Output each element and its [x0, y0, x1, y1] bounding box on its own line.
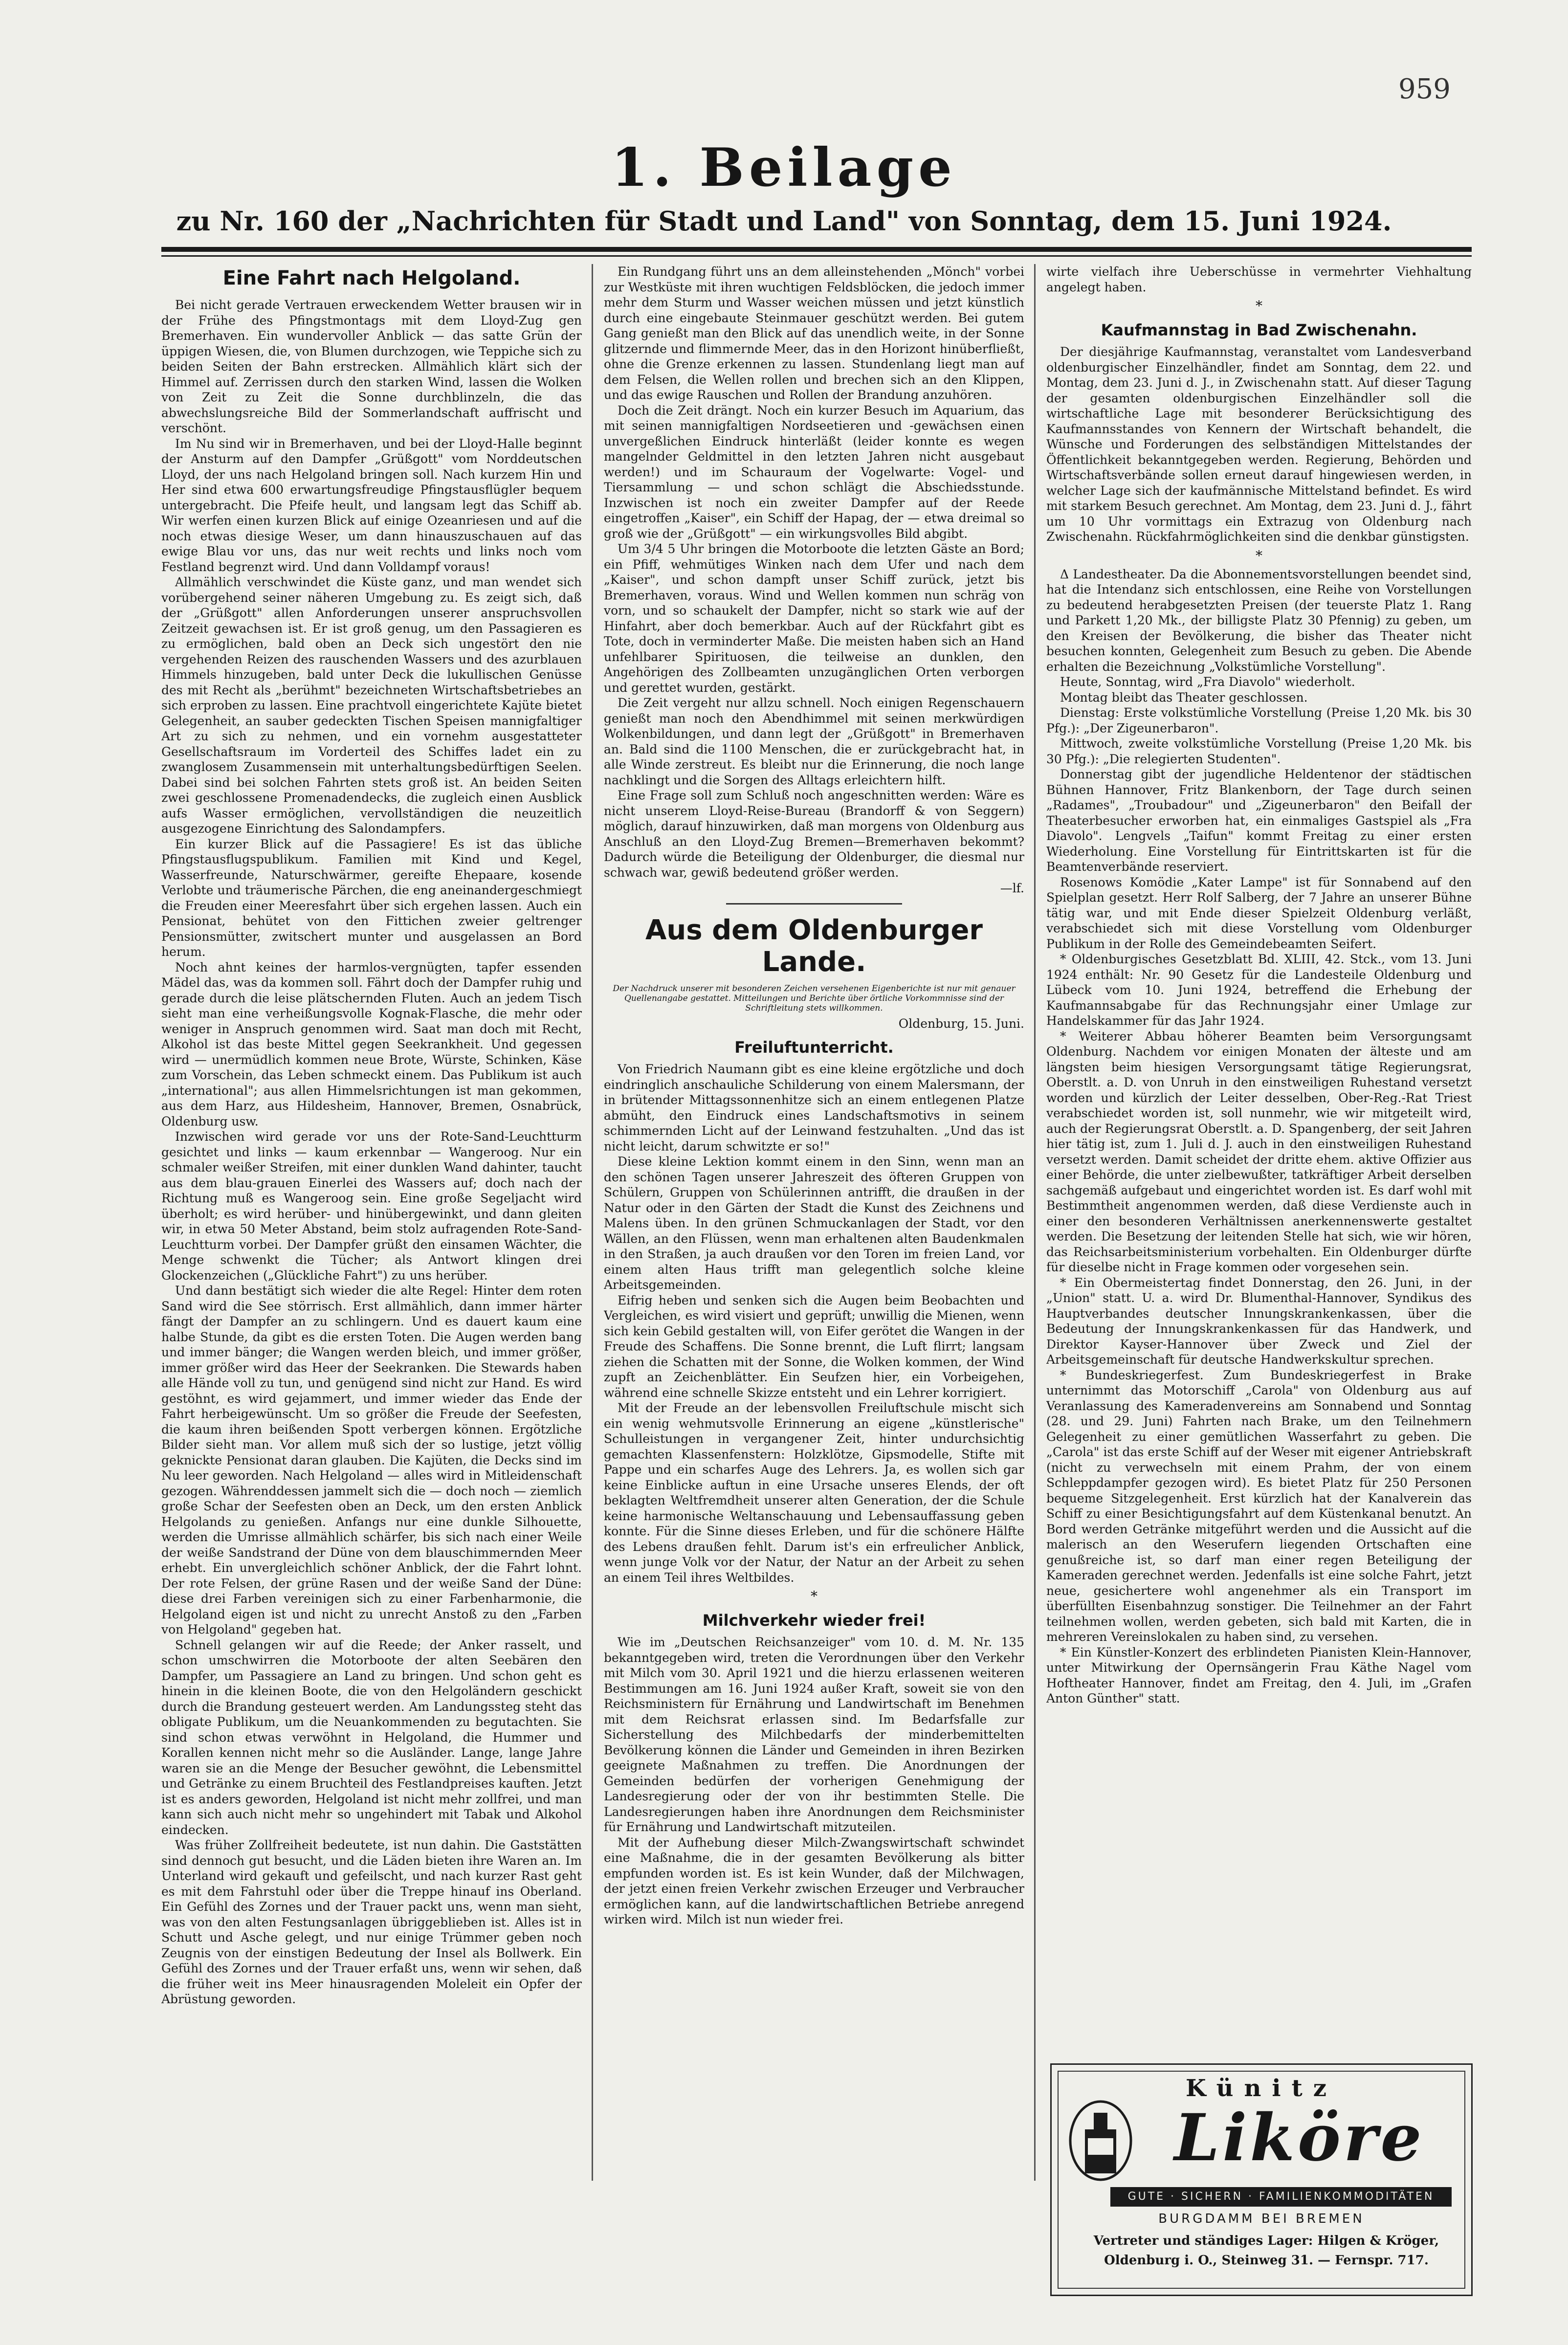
- paragraph: Doch die Zeit drängt. Noch ein kurzer Besuch im Aquarium, das mit seinen mannigfaltigen Nordseetieren und -gewächsen einen unvergeßlichen Eindruck hinterläßt (leider konnte es wegen mangelnder Geldmittel in den letzten Jahren nicht ausgebaut werden!) und im Schauraum der Vogelwarte: Vogel- und Tiersammlung — und schon schlägt die Abschiedsstunde. Inzwischen ist noch ein zweiter Dampfer auf der Reede eingetroffen „Kaiser", ein Schiff der Hapag, der — etwa dreimal so groß wie der „Grüßgott" — ein wirkungsvolles Bild abgibt.: [604, 403, 1024, 541]
- ad-place: BURGDAMM BEI BREMEN: [1158, 2212, 1365, 2226]
- separator-star-icon: *: [1256, 547, 1262, 564]
- paragraph: Montag bleibt das Theater geschlossen.: [1060, 690, 1308, 705]
- separator-star-icon: *: [811, 1588, 817, 1604]
- paragraph: Eine Frage soll zum Schluß noch angeschnitten werden: Wäre es nicht unserem Lloyd-Reise-Bureau (Brandorff & von Seggern) möglich, darauf hinzuwirken, daß man morgens von Oldenburg aus Anschluß an den Lloyd-Zug Bremen—Bremerhaven bekommt? Dadurch würde die Beteiligung der Oldenburger, die diesmal nur schwach war, gewiß bedeutend größer werden.: [604, 788, 1024, 880]
- paragraph: Bei nicht gerade Vertrauen erweckendem Wetter brausen wir in der Frühe des Pfingstmontags mit dem Lloyd-Zug gen Bremerhaven. Ein wundervoller Anblick — das satte Grün der üppigen Wiesen, die, von Blumen durchzogen, wie Teppiche sich zu beiden Seiten der Bahn erstrecken. Allmählich klärt sich der Himmel auf. Zerrissen durch den starken Wind, lassen die Wolken von Zeit zu Zeit die Sonne durchblinzeln, die das abwechslungsreiche Bild der Sommerlandschaft auffrischt und verschönt.: [161, 298, 582, 435]
- paragraph: Von Friedrich Naumann gibt es eine kleine ergötzliche und doch eindringlich anschauliche Schilderung von einem Malersmann, der in brütender Mittagssonnenhitze sich an einem entlegenen Platze abmüht, den Eindruck eines Landschaftsmotivs in seinem schimmernden Licht auf der Leinwand festzuhalten. „Und das ist nicht leicht, darum schwitzte er so!": [604, 1062, 1024, 1153]
- paragraph: Δ Landestheater. Da die Abonnementsvorstellungen beendet sind, hat die Intendanz sich entschlossen, eine Reihe von Vorstellungen zu bedeutend herabgesetzten Preisen (der teuerste Platz 1. Rang und Parkett 1,20 Mk., der billigste Platz 30 Pfennig) zu geben, um den Kreisen der Bevölkerung, die bisher das Theater nicht besuchen konnten, Gelegenheit zum Besuch zu geben. Die Abende erhalten die Bezeichnung „Volkstümliche Vorstellung".: [1046, 567, 1472, 674]
- paragraph: Und dann bestätigt sich wieder die alte Regel: Hinter dem roten Sand wird die See störrisch. Erst allmählich, dann immer härter fängt der Dampfer an zu schlingern. Und es dauert kaum eine halbe Stunde, da gibt es die ersten Toten. Die Augen werden bang und immer bänger; die Wangen werden bleich, und immer größer, immer größer wird das Heer der Seekranken. Die Stewards haben alle Hände voll zu tun, und genügend sind nicht zur Hand. Es wird gestöhnt, es wird gejammert, und immer wieder das Ende der Fahrt herbeigewünscht. Um so größer die Freude der Seefesten, die kaum ihren beißenden Spott verbergen können. Ergötzliche Bilder sieht man. Vor allem muß sich der so lustige, jetzt völlig geknickte Pensionat daran glauben. Die Kajüten, die Decks sind im Nu leer geworden. Nach Helgoland — alles wird in Mitleidenschaft gezogen. Währenddessen jammelt sich die — doch noch — ziemlich große Schar der Seefesten oben an Deck, um den ersten Anblick Helgolands zu genießen. Anfangs nur eine dunkle Silhouette, werden die Umrisse allmählich schärfer, bis sich nach einer Weile der weiße Sandstrand der Düne von dem blauschimmernden Meer erhebt. Ein unvergleichlich schöner Anblick, der die Fahrt lohnt. Der rote Felsen, der grüne Rasen und der weiße Sand der Düne: diese drei Farben vereinigen sich zu einer Farbenharmonie, die Helgoland eigen ist und nicht zu unrecht Anstoß zu den „Farben von Helgoland" gegeben hat.: [161, 1283, 582, 1637]
- header-rule-thin: [161, 255, 1472, 257]
- paragraph: Was früher Zollfreiheit bedeutete, ist nun dahin. Die Gaststätten sind dennoch gut besucht, und die Läden bieten ihre Waren an. Im Unterland wird gekauft und gefeilscht, und nach kurzer Rast geht es mit dem Fahrstuhl oder über die Treppe hinauf ins Oberland. Ein Gefühl des Zornes und der Trauer packt uns, wenn man sieht, was von den alten Festungsanlagen übriggeblieben ist. Alles ist in Schutt und Asche gelegt, und nur einige Trümmer geben noch Zeugnis von der einstigen Bedeutung der Insel als Bollwerk. Ein Gefühl des Zornes und der Trauer erfaßt uns, wenn wir sehen, daß die früher weit ins Meer hinausragenden Moleleit ein Opfer der Abrüstung geworden.: [161, 1838, 582, 2006]
- article-heading-helgoland: Eine Fahrt nach Helgoland.: [222, 267, 521, 289]
- reprint-notice: Der Nachdruck unserer mit besonderen Zeichen versehenen Eigenberichte ist nur mit genauer Quellenangabe gestattet. Mitteilungen und Berichte über örtliche Vorkommnisse sind der Schriftleitung stets willkommen.: [613, 984, 1016, 1013]
- distillery-logo-icon: [1066, 2099, 1135, 2185]
- section-separator: [726, 903, 902, 905]
- paragraph: Dienstag: Erste volkstümliche Vorstellung (Preise 1,20 Mk. bis 30 Pfg.): „Der Zigeunerbaron".: [1046, 706, 1472, 735]
- paragraph: Schnell gelangen wir auf die Reede; der Anker rasselt, und schon umschwirren die Motorboote der alten Seebären den Dampfer, um Passagiere an Land zu bringen. Und schon geht es hinein in die kleinen Boote, die von den Helgoländern geschickt durch die Brandung gesteuert werden. Am Landungssteg steht das obligate Publikum, um die Neuankommenden zu begutachten. Sie sind schon etwas verwöhnt in Helgoland, die Hummer und Korallen kennen nicht mehr so die Ausländer. Lange, lange Jahre waren sie an die Menge der Besucher gewöhnt, die Lebensmittel und Getränke zu einem Bruchteil des Festlandpreises kauften. Jetzt ist es anders geworden, Helgoland ist nicht mehr zollfrei, und man kann sich auch nicht mehr so ungehindert mit Tabak und Alkohol eindecken.: [161, 1637, 582, 1837]
- paragraph: * Oldenburgisches Gesetzblatt Bd. XLIII, 42. Stck., vom 13. Juni 1924 enthält: Nr. 90 Gesetz für die Landesteile Oldenburg und Lübeck vom 10. Juni 1924, betreffend die Erhebung der Kaufmannsabgabe für das Rechnungsjahr einer Umlage zur Handelskammer für das Jahr 1924.: [1046, 952, 1472, 1028]
- section-heading-oldenburg: Aus dem Oldenburger Lande.: [645, 914, 983, 978]
- ad-slogan-band: GUTE · SICHERN · FAMILIENKOMMODITÄTEN: [1110, 2187, 1452, 2207]
- paragraph: Allmählich verschwindet die Küste ganz, und man wendet sich vorübergehend seiner näheren Umgebung zu. Es zeigt sich, daß der „Grüßgott" allen Anforderungen unserer anspruchsvollen Zeitzeit gewachsen ist. Er ist groß genug, um den Passagieren es zu ermöglichen, bald oben an Deck sich ungestört den nie vergehenden Reizen des rauschenden Wassers und des azurblauen Himmels hinzugeben, bald unter Deck die lukullischen Genüsse des mit Recht als „berühmt" bezeichneten Wirtschaftsbetriebes an sich erproben zu lassen. Eine prachtvoll eingerichtete Kajüte bietet Gelegenheit, an sauber gedeckten Tischen Speisen mannigfaltiger Art zu sich zu nehmen, und ein vornehm ausgestatteter Gesellschaftsraum im Vorderteil des Schiffes ladet ein zu zwanglosem Zusammensein mit unterhaltungsbedürftigen Seelen. Dabei sind bei solchen Fahrten stets groß ist. An beiden Seiten zwei geschlossene Promenadendecks, die zugleich einen Ausblick aufs Wasser ermöglichen, vervollständigen die neuzeitlich ausgezogene Einrichtung des Salondampfers.: [161, 575, 582, 836]
- ad-address: Oldenburg i. O., Steinweg 31. — Fernspr. 717.: [1104, 2253, 1429, 2268]
- paragraph: Ein kurzer Blick auf die Passagiere! Es ist das übliche Pfingstausflugspublikum. Familien mit Kind und Kegel, Wasserfreunde, Naturschwärmer, gereifte Ehepaare, kosende Verlobte und träumerische Pärchen, die eng aneinandergeschmiegt die Freuden einer Meeresfahrt über sich ergehen lassen. Auch ein Pensionat, behütet von den Fittichen zweier geltrenger Pensionsmütter, zwitschert munter und ausgelassen an Bord herum.: [161, 837, 582, 959]
- paragraph: Diese kleine Lektion kommt einem in den Sinn, wenn man an den schönen Tagen unserer Jahreszeit des öfteren Gruppen von Schülern, Gruppen von Schülerinnen antrifft, die draußen in der Natur oder in den Gärten der Stadt die Kunst des Zeichnens und Malens üben. In den grünen Schmuckanlagen der Stadt, vor den Wällen, an den Flüssen, wenn man erhaltenen alten Baudenkmalen in den Straßen, ja auch draußen vor den Toren im freien Land, vor einem alten Haus trifft man gelegentlich solche kleine Arbeitsgemeinden.: [604, 1154, 1024, 1292]
- dateline: Oldenburg, 15. Juni.: [898, 1017, 1024, 1031]
- paragraph: Im Nu sind wir in Bremerhaven, und bei der Lloyd-Halle beginnt der Ansturm auf den Dampfer „Grüßgott" vom Norddeutschen Lloyd, der uns nach Helgoland bringen soll. Nach kurzem Hin und Her sind etwa 600 erwartungsfreudige Pfingstausflügler bequem untergebracht. Die Pfeife heult, und langsam legt das Schiff ab. Wir werfen einen kurzen Blick auf einige Ozeanriesen und auf die noch etwas diesige Weser, um dann hinauszuschauen auf das ewige Blau vor uns, das nur weit rechts und links noch vom Festland begrenzt wird. Und dann Volldampf voraus!: [161, 436, 582, 574]
- paragraph: Mittwoch, zweite volkstümliche Vorstellung (Preise 1,20 Mk. bis 30 Pfg.): „Die relegierten Studenten".: [1046, 736, 1472, 766]
- column-2: [604, 264, 1024, 2190]
- paragraph: Eifrig heben und senken sich die Augen beim Beobachten und Vergleichen, es wird visiert und geprüft; unwillig die Mienen, wenn sich kein Gebild gestalten will, von Eifer gerötet die Wangen in der Freude des Schaffens. Die Sonne brennt, die Luft flirrt; langsam ziehen die Schatten mit der Sonne, die Wolken kommen, der Wind zupft an Zeichenblätter. Ein Seufzen hier, ein Vorbeigehen, während eine schnelle Skizze entsteht und ein Lehrer korrigiert.: [604, 1293, 1024, 1400]
- article-heading-milch: Milchverkehr wieder frei!: [702, 1611, 926, 1630]
- page-number: 959: [1398, 73, 1451, 105]
- paragraph: Noch ahnt keines der harmlos-vergnügten, tapfer essenden Mädel das, was da kommen soll. Fährt doch der Dampfer ruhig und gerade durch die leise plätschernden Fluten. Auch an jedem Tisch sieht man eine verheißungsvolle Kognak-Flasche, die mehr oder weniger in Anspruch genommen wird. Saat man doch mit Recht, Alkohol ist das beste Mittel gegen Seekrankheit. Und gegessen wird — unermüdlich kommen neue Brote, Würste, Schinken, Käse zum Vorschein, das Leben schmeckt einem. Das Publikum ist auch „international"; aus allen Himmelsrichtungen ist man gekommen, aus dem Harz, aus Hildesheim, Hannover, Bremen, Osnabrück, Oldenburg usw.: [161, 960, 582, 1128]
- ad-vertreter: Vertreter und ständiges Lager: Hilgen & Kröger,: [1093, 2234, 1439, 2248]
- column-divider-1: [592, 264, 593, 2181]
- separator-star-icon: *: [1256, 298, 1262, 314]
- paragraph: * Ein Künstler-Konzert des erblindeten Pianisten Klein-Hannover, unter Mitwirkung der Opernsängerin Frau Käthe Nagel vom Hoftheater Hannover, findet am Freitag, den 4. Juli, im „Grafen Anton Günther" statt.: [1046, 1645, 1472, 1705]
- paragraph: Rosenows Komödie „Kater Lampe" ist für Sonnabend auf den Spielplan gesetzt. Herr Rolf Salberg, der 7 Jahre an unserer Bühne tätig war, und mit Ende dieser Spielzeit Oldenburg verläßt, verabschiedet sich mit diese Vorstellung vom Oldenburger Publikum in der Rolle des Gemeindebeamten Seifert.: [1046, 875, 1472, 951]
- liquor-advertisement: [1050, 2063, 1473, 2296]
- paragraph: Der diesjährige Kaufmannstag, veranstaltet vom Landesverband oldenburgischer Einzelhändler, findet am Sonntag, dem 22. und Montag, dem 23. Juni d. J., in Zwischenahn statt. Auf dieser Tagung der gesamten oldenburgischen Einzelhändler soll die wirtschaftliche Lage mit besonderer Berücksichtigung des Kaufmannsstandes von Kennern der Wirtschaft behandelt, die Wünsche und Forderungen des selbständigen Mittelstandes der Öffentlichkeit bekanntgegeben werden. Regierung, Behörden und Wirtschaftsverbände sollen erneut darauf hingewiesen werden, in welcher Lage sich der kaufmännische Mittelstand befindet. Es wird mit starkem Besuch gerechnet. Am Montag, dem 23. Juni d. J., fährt um 10 Uhr vormittags ein Extrazug von Oldenburg nach Zwischenahn. Rückfahrmöglichkeiten sind die denkbar günstigsten.: [1046, 345, 1472, 544]
- paragraph: Ein Rundgang führt uns an dem alleinstehenden „Mönch" vorbei zur Westküste mit ihren wuchtigen Feldsblöcken, die jedoch immer mehr dem Sturm und Wasser weichen müssen und jetzt künstlich durch eine eingebaute Steinmauer geschützt werden. Bei gutem Gang genießt man den Blick auf das unendlich weite, in der Sonne glitzernde und flimmernde Meer, das in den Horizont hinüberfließt, ohne die Grenze erkennen zu lassen. Stundenlang liegt man auf dem Felsen, die Wellen rollen und brechen sich an den Klippen, und das ewige Rauschen und Rollen der Brandung anzuhören.: [604, 265, 1024, 402]
- article-heading-freiluft: Freiluftunterricht.: [734, 1038, 894, 1057]
- header-rule-thick: [161, 247, 1472, 252]
- paragraph: Donnerstag gibt der jugendliche Heldentenor der städtischen Bühnen Hannover, Fritz Blankenborn, der Tage durch seinen „Radames", „Troubadour" und „Zigeunerbaron" den Beifall der Theaterbesucher erworben hat, ein einmaliges Gastspiel als „Fra Diavolo". Lengvels „Taifun" kommt Freitag zu einer ersten Wiederholung. Eine Vorstellung für Eintrittskarten ist für die Beamtenverbände reserviert.: [1046, 767, 1472, 874]
- paragraph: Die Zeit vergeht nur allzu schnell. Noch einigen Regenschauern genießt man noch den Abendhimmel mit seinen merkwürdigen Wolkenbildungen, und dann legt der „Grüßgott" in Bremerhaven an. Bald sind die 1100 Menschen, die er zurückgebracht hat, in alle Winde zerstreut. Es bleibt nur die Erinnerung, die noch lange nachklingt und die Sorgen des Alltags erleichtern hilft.: [604, 696, 1024, 787]
- paragraph: * Ein Obermeistertag findet Donnerstag, den 26. Juni, in der „Union" statt. U. a. wird Dr. Blumenthal-Hannover, Syndikus des Hauptverbandes deutscher Innungskrankenkassen, über die Bedeutung der Innungskrankenkassen für das Handwerk, und Direktor Kayser-Hannover über Zweck und Ziel der Arbeitsgemeinschaft für deutsche Handwerkskultur sprechen.: [1046, 1275, 1472, 1367]
- paragraph: Heute, Sonntag, wird „Fra Diavolo" wiederholt.: [1060, 675, 1355, 689]
- paragraph: Mit der Freude an der lebensvollen Freiluftschule mischt sich ein wenig wehmutsvolle Erinnerung an eigene „künstlerische" Schulleistungen in vergangener Zeit, hinter undurchsichtig gemachten Klassenfenstern: Holzklötze, Gipsmodelle, Stifte mit Pappe und ein scharfes Auge des Lehrers. Ja, es wollen sich gar keine Einblicke auftun in eine Ursache unseres Elends, der oft beklagten Weltfremdheit unserer alten Generation, der die Schule keine harmonische Weltanschauung und Lebensauffassung geben konnte. Für die Sinne dieses Erleben, und für die schönere Hälfte des Lebens draußen fehlt. Darum ist's ein erfreulicher Anblick, wenn junge Volk vor der Natur, der Natur an der Arbeit zu sehen an einem Teil ihres Weltbildes.: [604, 1401, 1024, 1585]
- paragraph: Wie im „Deutschen Reichsanzeiger" vom 10. d. M. Nr. 135 bekanntgegeben wird, treten die Verordnungen über den Verkehr mit Milch vom 30. April 1921 und die hierzu erlassenen weiteren Bestimmungen am 16. Juni 1924 außer Kraft, soweit sie von den Reichsministern für Ernährung und Landwirtschaft im Benehmen mit dem Reichsrat erlassen sind. Im Bedarfsfalle zur Sicherstellung des Milchbedarfs der minderbemittelten Bevölkerung können die Länder und Gemeinden in ihren Bezirken geeignete Maßnahmen zu treffen. Die Anordnungen der Gemeinden bedürfen der vorherigen Genehmigung der Landesregierung oder der von ihr bestimmten Stelle. Die Landesregierungen haben ihre Anordnungen dem Reichsminister für Ernährung und Landwirtschaft mitzuteilen.: [604, 1635, 1024, 1834]
- article-heading-kaufmannstag: Kaufmannstag in Bad Zwischenahn.: [1101, 321, 1417, 339]
- supplement-subtitle: zu Nr. 160 der „Nachrichten für Stadt und Land" von Sonntag, dem 15. Juni 1924.: [176, 205, 1392, 237]
- column-divider-2: [1034, 264, 1036, 2181]
- supplement-title: 1. Beilage: [611, 137, 957, 199]
- paragraph: * Weiterer Abbau höherer Beamten beim Versorgungsamt Oldenburg. Nachdem vor einigen Monaten der älteste und am längsten beim hiesigen Versorgungsamt tätige Regierungsrat, Oberstlt. a. D. von Unruh in den einstweiligen Ruhestand versetzt worden und kürzlich der Leiter desselben, Ober-Reg.-Rat Triest verabschiedet worden ist, soll nunmehr, wie wir mitgeteilt wird, auch der Regierungsrat Oberstlt. a. D. Spangenberg, der seit Jahren hier tätig ist, zum 1. Juli d. J. auch in den einstweiligen Ruhestand versetzt werden. Damit scheidet der dritte ehem. aktive Offizier aus einer Behörde, die unter zielbewußter, tatkräftiger Arbeit derselben sachgemäß aufgebaut und eingerichtet worden ist. Es darf wohl mit Bestimmtheit angenommen werden, daß diese Verdienste auch in einer den besonderen Verhältnissen anerkennenswerte gestaltet werden. Die Besetzung der leitenden Stelle hat sich, wie wir hören, das Reichsarbeitsministerium vorbehalten. Ein Oldenburger dürfte für dieselbe nicht in Frage kommen oder vorgesehen sein.: [1046, 1029, 1472, 1274]
- column-1: [161, 264, 582, 2190]
- column-3: [1046, 264, 1472, 2058]
- paragraph: Mit der Aufhebung dieser Milch-Zwangswirtschaft schwindet eine Maßnahme, die in der gesamten Bevölkerung als bitter empfunden worden ist. Es ist kein Wunder, daß der Milchwagen, der jetzt einen freien Verkehr zwischen Erzeuger und Verbraucher ermöglichen kann, auf die landwirtschaftlichen Betriebe anregend wirken wird. Milch ist nun wieder frei.: [604, 1835, 1024, 1926]
- paragraph: * Bundeskriegerfest. Zum Bundeskriegerfest in Brake unternimmt das Motorschiff „Carola" von Oldenburg aus auf Veranlassung des Kameradenvereins am Sonnabend und Sonntag (28. und 29. Juni) Fahrten nach Brake, um den Teilnehmern Gelegenheit zu einer gemütlichen Wasserfahrt zu geben. Die „Carola" ist das erste Schiff auf der Weser mit eigener Antriebskraft (nicht zu verwechseln mit einem Prahm, der von einem Schleppdampfer gezogen wird). Es bietet Platz für 250 Personen bequeme Sitzgelegenheit. Erst kürzlich hat der Kanalverein das Schiff zu einer Besichtigungsfahrt auf dem Küstenkanal benutzt. An Bord werden Getränke mitgeführt werden und die Aussicht auf die malerisch an den Weserufern liegenden Ortschaften eine genußreiche ist, so darf man einer regen Beteiligung der Kameraden gerechnet werden. Jedenfalls ist eine solche Fahrt, jetzt neue, gesichertere wohl angenehmer als ein Transport im überfüllten Eisenbahnzug sonstiger. Die Teilnehmer an der Fahrt teilnehmen wollen, werden gebeten, sich bald mit Karten, die in mehreren Vereinslokalen zu haben sind, zu versehen.: [1046, 1368, 1472, 1644]
- paragraph: Inzwischen wird gerade vor uns der Rote-Sand-Leuchtturm gesichtet und links — kaum erkennbar — Wangeroog. Nur ein schmaler weißer Streifen, mit einer dunklen Wand dahinter, taucht aus dem blau-grauen Einerlei des Wassers auf; doch nach der Richtung muß es Wangeroog sein. Eine große Segeljacht wird überholt; es wird herüber- und hinübergewinkt, und dann gleiten wir, in etwa 50 Meter Abstand, beim stolz aufragenden Rote-Sand-Leuchtturm vorbei. Der Dampfer grüßt den einsamen Wächter, die Menge schwenkt die Tücher; als Antwort klingen drei Glockenzeichen („Glückliche Fahrt") zu uns herüber.: [161, 1129, 582, 1283]
- paragraph: Um 3/4 5 Uhr bringen die Motorboote die letzten Gäste an Bord; ein Pfiff, wehmütiges Winken nach dem Ufer und nach dem „Kaiser", und schon dampft unser Schiff zurück, jetzt bis Bremerhaven, voraus. Wind und Wellen kommen nun schräg von vorn, und so schaukelt der Dampfer, nicht so stark wie auf der Hinfahrt, aber doch bemerkbar. Auch auf der Rückfahrt gibt es Tote, doch in verminderter Maße. Die meisten haben sich an Hand unfehlbarer Spirituosen, die teilweise an dunklen, den Angehörigen des Zollbeamten unzugänglichen Orten verborgen und gerettet wurden, gestärkt.: [604, 542, 1024, 695]
- ad-brand: Künitz: [1185, 2075, 1338, 2102]
- ad-product: Liköre: [1174, 2100, 1425, 2176]
- article-signature: —lf.: [1000, 881, 1024, 895]
- paragraph: wirte vielfach ihre Ueberschüsse in vermehrter Viehhaltung angelegt haben.: [1046, 265, 1472, 294]
